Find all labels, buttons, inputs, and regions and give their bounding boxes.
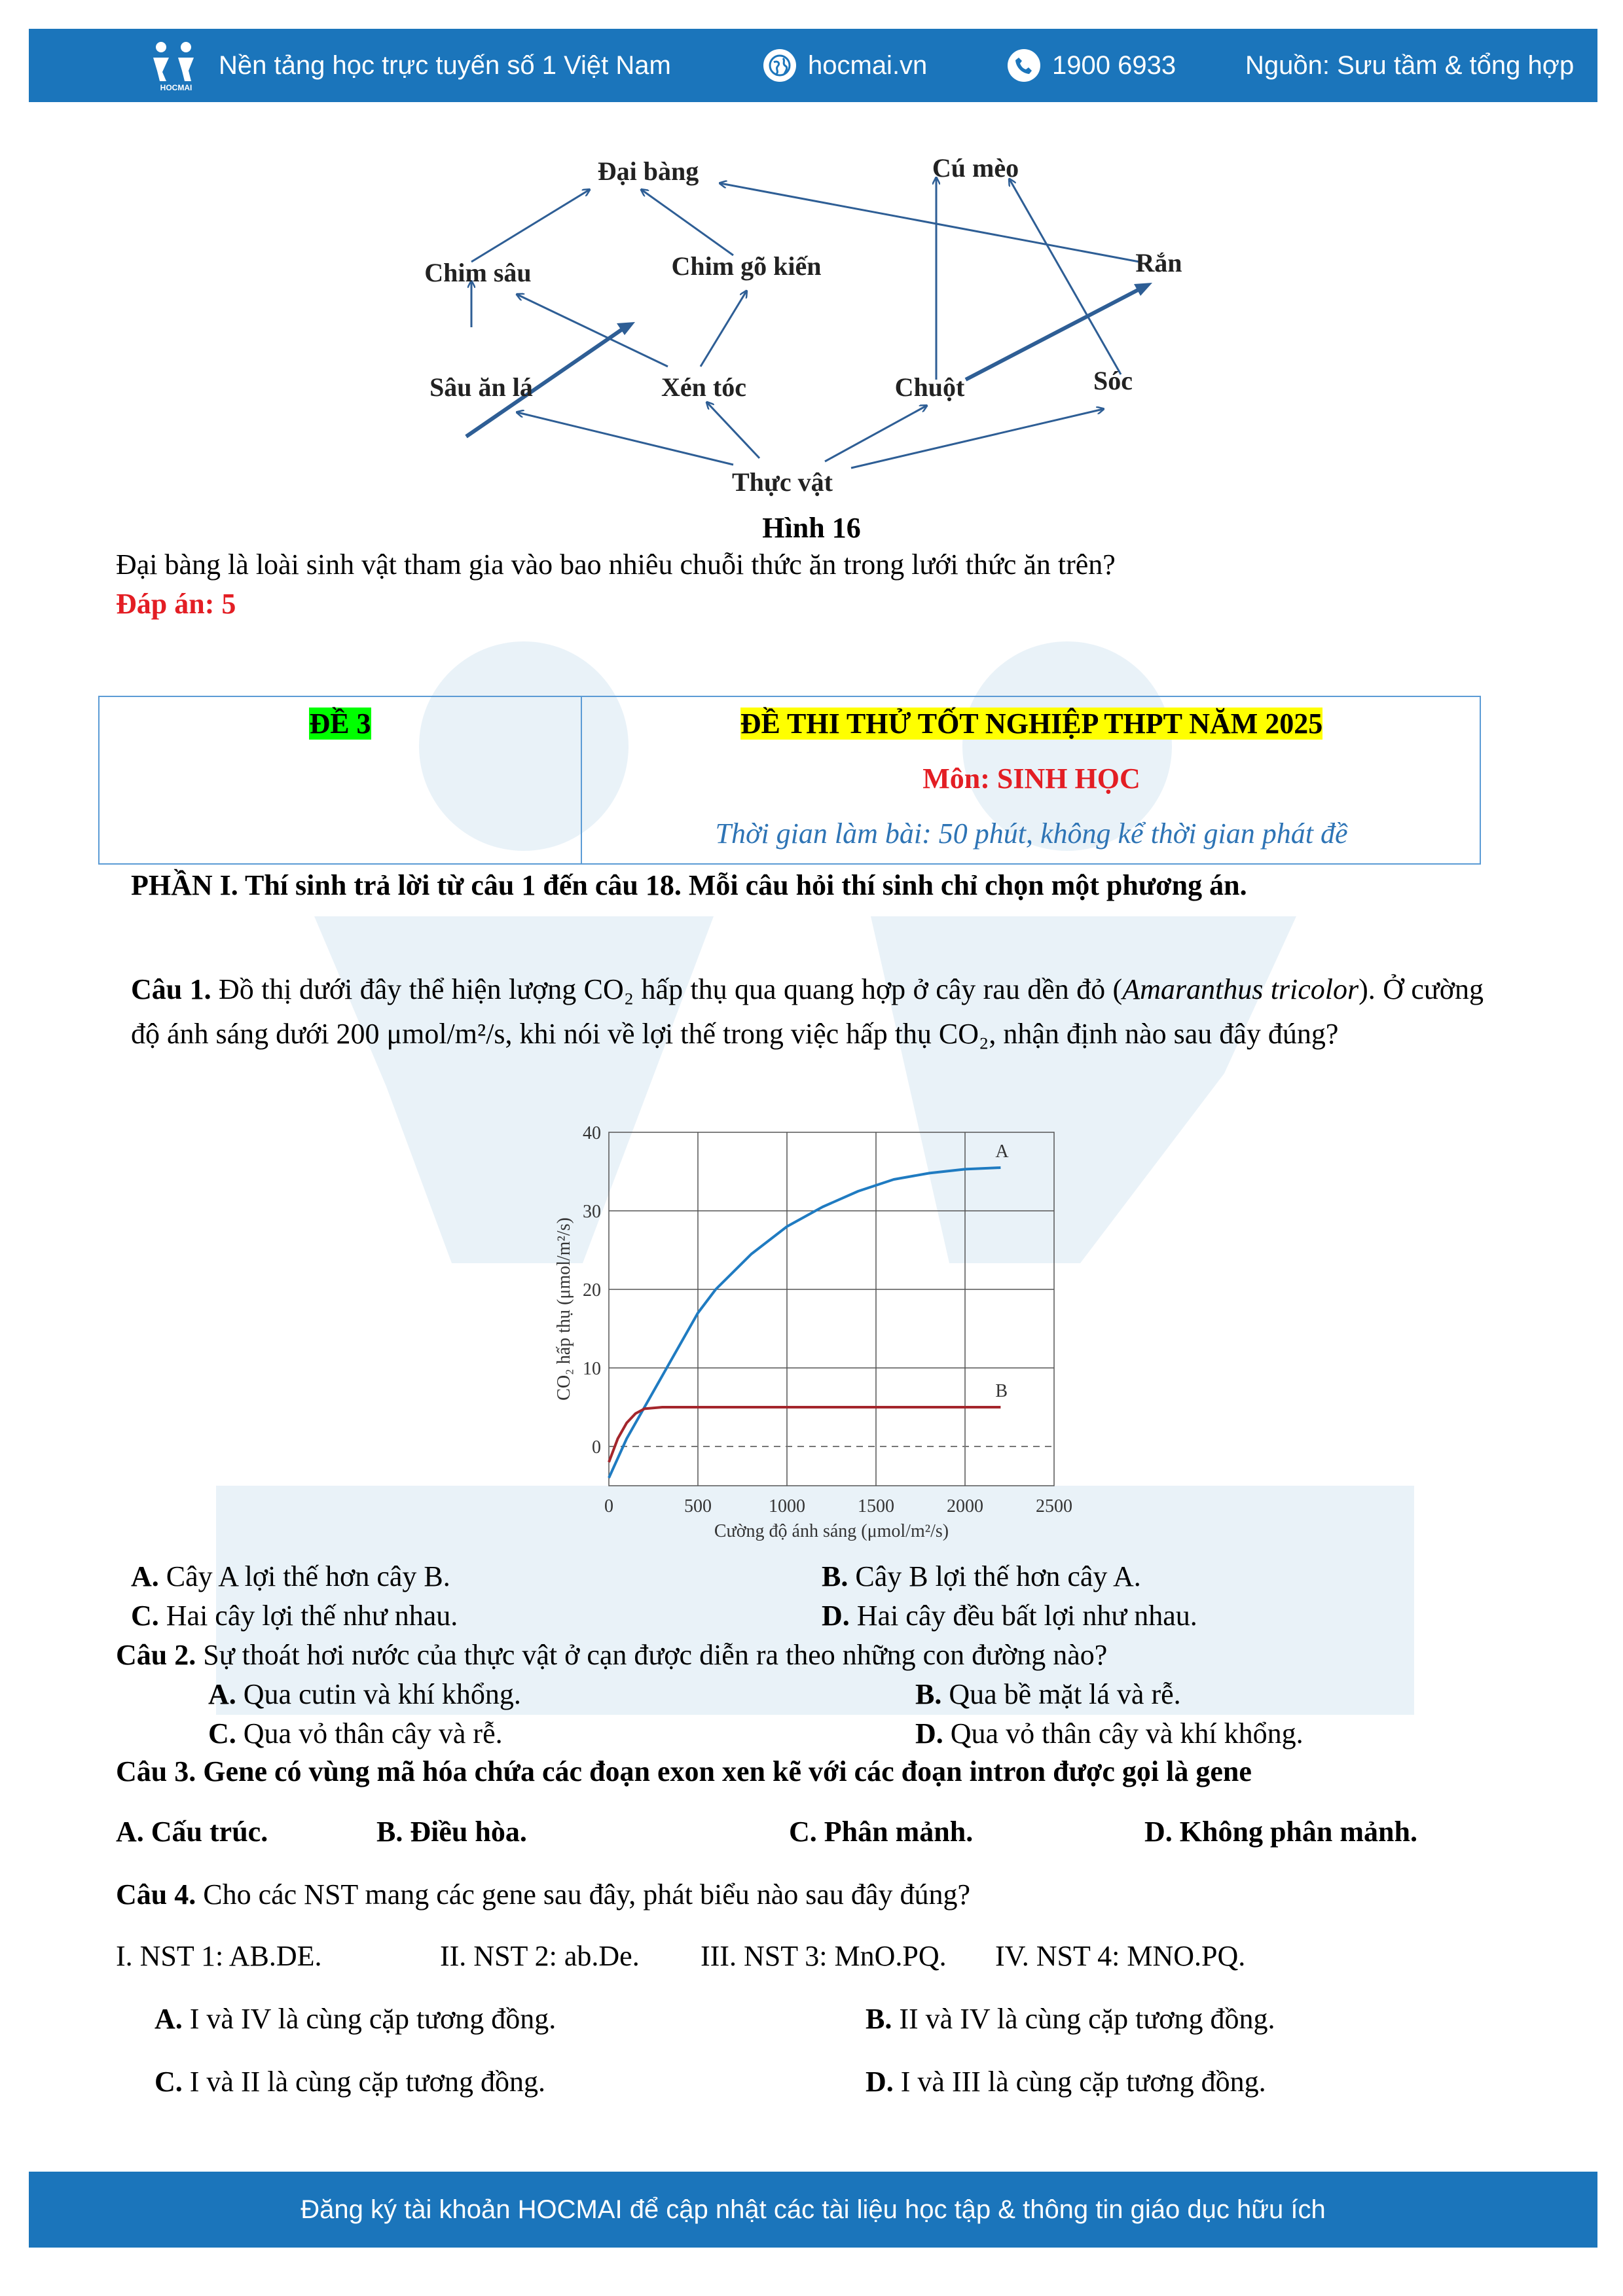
node-chim-sau: Chim sâu	[424, 258, 532, 287]
q3-option-c[interactable]: C. Phân mảnh.	[789, 1816, 974, 1848]
footer-text: Đăng ký tài khoản HOCMAI để cập nhật các tài liệu học tập & thông tin giáo dục hữu ích	[301, 2195, 1326, 2224]
question-4-body: Cho các NST mang các gene sau đây, phát biểu nào sau đây đúng?	[203, 1878, 970, 1910]
chart-y-tick-label: 30	[583, 1202, 601, 1222]
q4-option-c-text: I và II là cùng cặp tương đồng.	[189, 2066, 545, 2098]
co2-absorption-chart	[537, 1106, 1100, 1551]
q2-option-d-text: Qua vỏ thân cây và khí khổng.	[950, 1717, 1304, 1749]
q4-option-c-key: C.	[155, 2066, 183, 2098]
q1-option-d[interactable]	[822, 1594, 1197, 1638]
q1-option-d-text: Hai cây đều bất lợi như nhau.	[856, 1600, 1197, 1632]
prev-question-text: Đại bàng là loài sinh vật tham gia vào bao nhiêu chuỗi thức ăn trong lưới thức ăn trên?	[116, 548, 1116, 581]
q2-option-d[interactable]	[915, 1712, 1304, 1755]
q4-option-a-key: A.	[155, 2003, 183, 2035]
q4-item-4: IV. NST 4: MNO.PQ.	[995, 1940, 1246, 1972]
chart-x-tick-label: 0	[604, 1496, 613, 1516]
phone-link[interactable]	[1008, 49, 1176, 82]
question-4-label: Câu 4.	[116, 1878, 196, 1910]
exam-time: Thời gian làm bài: 50 phút, không kể thời gian phát đề	[715, 817, 1348, 850]
question-1-part2: ). Ở cường độ ánh sáng dưới 200 μmol/m²/s, khi nói về lợi thế trong việc hấp thụ CO₂, nhận định nào sau đây đúng?	[131, 973, 1484, 1050]
chart-x-tick-label: 2000	[947, 1496, 983, 1516]
part-1-instructions: PHẦN I. Thí sinh trả lời từ câu 1 đến câu 18. Mỗi câu hỏi thí sinh chỉ chọn một phương án.	[131, 869, 1247, 901]
node-chim-go-kien: Chim gõ kiến	[671, 251, 822, 281]
q1-option-b[interactable]	[822, 1555, 1141, 1598]
chart-x-tick-label: 1000	[769, 1496, 805, 1516]
question-4-text	[116, 1873, 970, 1916]
question-1-text	[131, 967, 1484, 1056]
food-web-diagram	[393, 144, 1244, 511]
q2-option-a[interactable]	[208, 1673, 521, 1716]
chart-x-tick-label: 2500	[1036, 1496, 1072, 1516]
node-soc: Sóc	[1093, 366, 1133, 395]
question-2-label: Câu 2.	[116, 1639, 196, 1671]
q2-option-c-key: C.	[208, 1717, 236, 1749]
chart-x-tick-label: 1500	[858, 1496, 894, 1516]
q1-option-a-key: A.	[131, 1560, 159, 1592]
brand[interactable]	[147, 39, 671, 92]
q4-option-b-text: II và IV là cùng cặp tương đồng.	[899, 2003, 1275, 2035]
node-ran: Rắn	[1135, 248, 1182, 278]
q1-option-b-text: Cây B lợi thế hơn cây A.	[855, 1560, 1141, 1592]
q4-item-1: I. NST 1: AB.DE.	[116, 1940, 322, 1972]
question-2-body: Sự thoát hơi nước của thực vật ở cạn được diễn ra theo những con đường nào?	[203, 1639, 1108, 1671]
chart-y-tick-label: 0	[592, 1437, 601, 1458]
q4-item-2: II. NST 2: ab.De.	[440, 1940, 640, 1972]
question-1-label: Câu 1.	[131, 973, 211, 1005]
figure-caption: Hình 16	[762, 512, 861, 544]
q2-option-b-text: Qua bề mặt lá và rễ.	[949, 1678, 1181, 1710]
source-text: Nguồn: Sưu tầm & tổng hợp	[1245, 50, 1575, 80]
hocmai-logo-icon	[147, 39, 206, 92]
exam-header-table	[98, 696, 1481, 865]
q1-option-c[interactable]	[131, 1594, 458, 1638]
q1-option-d-key: D.	[822, 1600, 850, 1632]
q4-option-d-text: I và III là cùng cặp tương đồng.	[900, 2066, 1266, 2098]
slogan: Nền tảng học trực tuyến số 1 Việt Nam	[219, 50, 671, 80]
question-3-text: Câu 3. Gene có vùng mã hóa chứa các đoạn exon xen kẽ với các đoạn intron được gọi là gene	[116, 1755, 1252, 1787]
exam-title: ĐỀ THI THỬ TỐT NGHIỆP THPT NĂM 2025	[740, 708, 1323, 740]
question-2-text	[116, 1634, 1107, 1677]
q2-option-d-key: D.	[915, 1717, 943, 1749]
q2-option-c-text: Qua vỏ thân cây và rễ.	[243, 1717, 503, 1749]
website-link[interactable]	[763, 49, 927, 82]
q1-option-b-key: B.	[822, 1560, 848, 1592]
node-dai-bang: Đại bàng	[597, 156, 699, 186]
chart-y-tick-label: 20	[583, 1280, 601, 1300]
chart-x-axis-title: Cường độ ánh sáng (μmol/m²/s)	[714, 1521, 949, 1541]
footer-banner[interactable]	[29, 2172, 1597, 2248]
node-thuc-vat: Thực vật	[731, 467, 833, 497]
exam-subject: Môn: SINH HỌC	[922, 762, 1140, 795]
top-banner	[29, 29, 1597, 102]
node-chuot: Chuột	[894, 372, 965, 402]
node-xen-toc: Xén tóc	[661, 372, 746, 402]
node-sau-an-la: Sâu ăn lá	[429, 372, 533, 402]
question-1-part1: Đồ thị dưới đây thể hiện lượng CO₂ hấp thụ qua quang hợp ở cây rau dền đỏ (	[219, 973, 1123, 1005]
chart-series-A	[609, 1168, 1000, 1478]
q2-option-a-key: A.	[208, 1678, 236, 1710]
node-cu-meo: Cú mèo	[932, 153, 1019, 183]
chart-x-tick-label: 500	[684, 1496, 712, 1516]
prev-answer: Đáp án: 5	[116, 588, 236, 620]
question-1-species: Amaranthus tricolor	[1122, 973, 1359, 1005]
logo-text: HOCMAI	[160, 83, 192, 92]
q1-option-a-text: Cây A lợi thế hơn cây B.	[166, 1560, 450, 1592]
chart-y-tick-label: 40	[583, 1123, 601, 1143]
chart-y-tick-label: 10	[583, 1359, 601, 1379]
q4-option-d-key: D.	[866, 2066, 894, 2098]
exam-code: ĐỀ 3	[309, 708, 371, 740]
chart-series-B	[609, 1407, 1000, 1462]
chart-y-axis-title: CO₂ hấp thụ (μmol/m²/s)	[554, 1217, 574, 1401]
q4-option-a-text: I và IV là cùng cặp tương đồng.	[189, 2003, 556, 2035]
q2-option-a-text: Qua cutin và khí khổng.	[243, 1678, 521, 1710]
q4-option-b[interactable]	[866, 1998, 1275, 2041]
q1-option-c-key: C.	[131, 1600, 159, 1632]
q3-option-d[interactable]: D. Không phân mảnh.	[1144, 1816, 1417, 1848]
food-web-arrows	[471, 178, 1139, 468]
chart-series-label-A: A	[995, 1141, 1009, 1162]
q4-option-d[interactable]	[866, 2060, 1266, 2104]
exam-code-cell	[100, 702, 581, 745]
chart-series-label-B: B	[995, 1381, 1008, 1401]
q1-option-a[interactable]	[131, 1555, 450, 1598]
chart-frame	[609, 1132, 1054, 1486]
phone-text: 1900 6933	[1052, 50, 1176, 80]
q4-item-3: III. NST 3: MnO.PQ.	[701, 1940, 947, 1972]
q2-option-b[interactable]	[915, 1673, 1181, 1716]
q3-option-a[interactable]: A. Cấu trúc.	[116, 1816, 268, 1848]
q3-option-b[interactable]: B. Điều hòa.	[376, 1816, 527, 1848]
phone-icon	[1008, 49, 1040, 82]
exam-title-cell	[582, 702, 1481, 745]
q2-option-b-key: B.	[915, 1678, 942, 1710]
q4-option-c[interactable]	[155, 2060, 545, 2104]
q4-option-b-key: B.	[866, 2003, 892, 2035]
website-text: hocmai.vn	[808, 50, 928, 80]
q1-option-c-text: Hai cây lợi thế như nhau.	[166, 1600, 458, 1632]
globe-icon	[763, 49, 796, 82]
q2-option-c[interactable]	[208, 1712, 503, 1755]
q4-option-a[interactable]	[155, 1998, 556, 2041]
